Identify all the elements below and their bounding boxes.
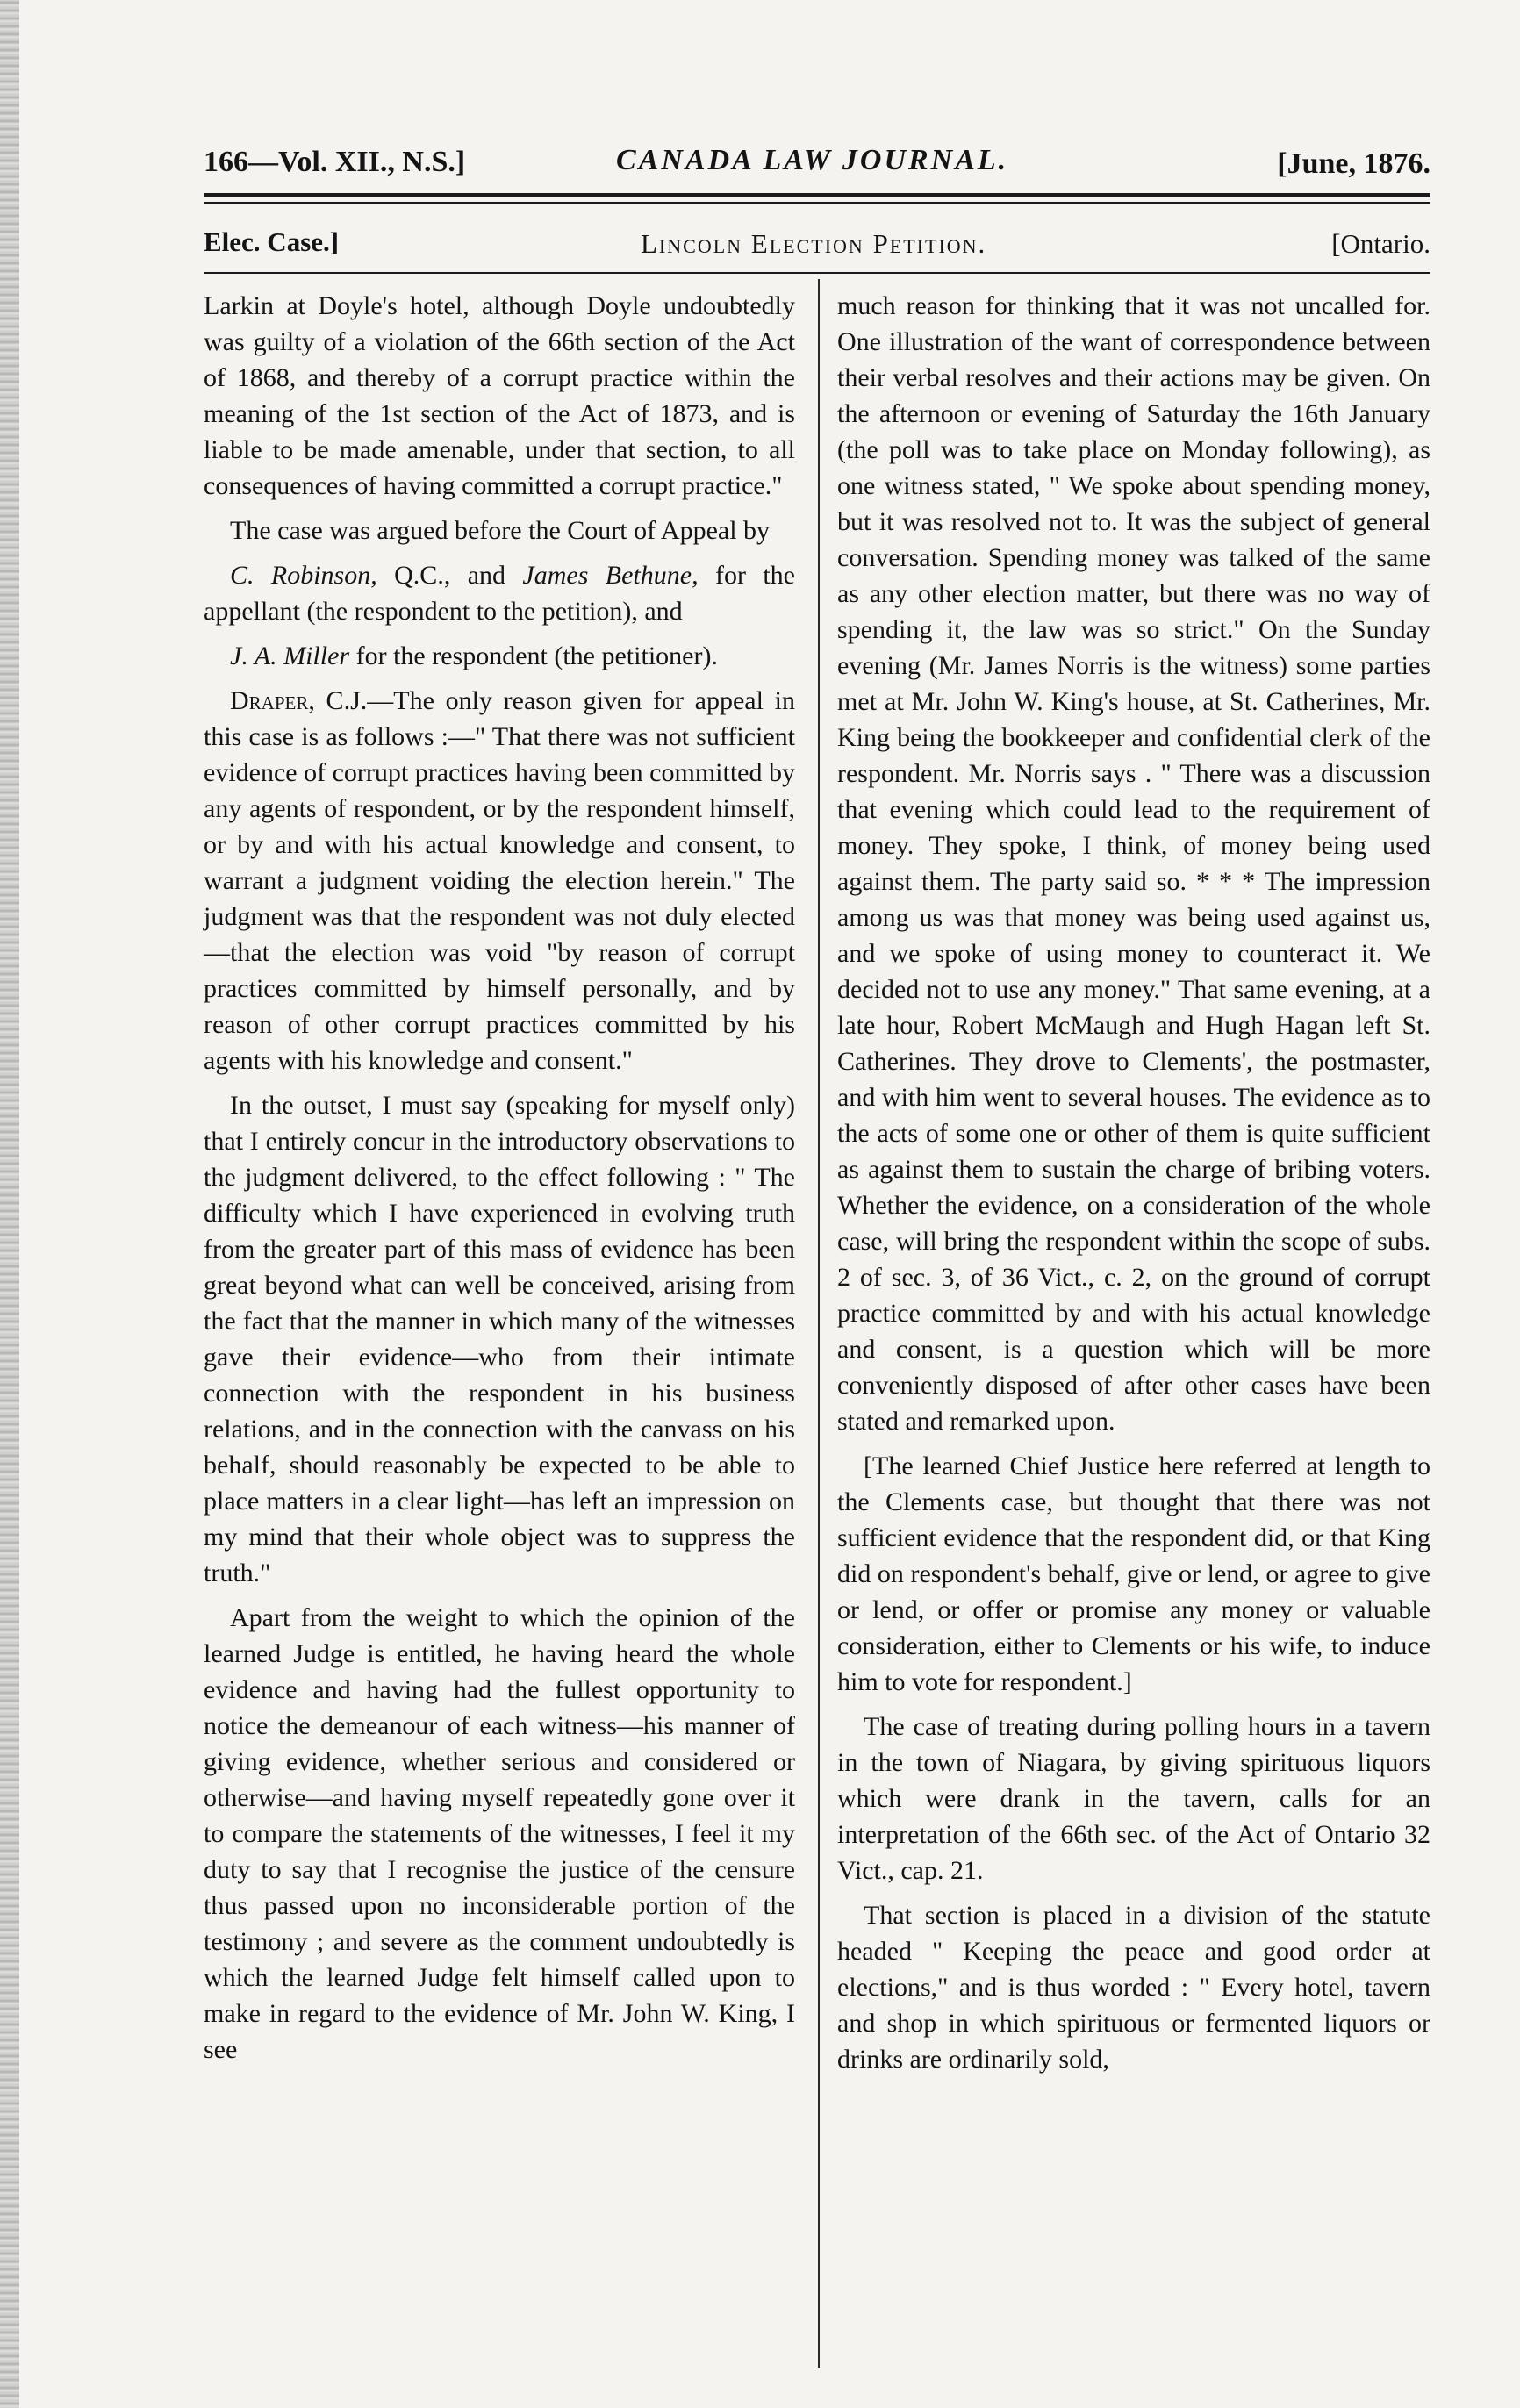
case-title: Lincoln Election Petition. xyxy=(641,228,987,259)
paragraph-counsel-appellant xyxy=(204,557,795,629)
counsel-text: for the respondent (the petitioner). xyxy=(349,641,718,670)
column-divider xyxy=(818,279,820,2368)
paragraph: The case of treating during polling hours in a tavern in the town of Niagara, by giving spirituous liquors which were drank in the tavern, calls for an interpretation of the 66th sec. of the Act of Ontario 32 Vict., cap. 21. xyxy=(837,1712,1430,1885)
section-rule xyxy=(204,272,1430,274)
page-volume: 166—Vol. XII., N.S.] xyxy=(204,146,466,178)
counsel-name: J. A. Miller xyxy=(230,641,350,670)
paragraph: Larkin at Doyle's hotel, although Doyle undoubtedly was guilty of a violation of the 66th section of the Act of 1868, and thereby of a corrupt practice within the meaning of the 1st section of the Act of 1873, and is liable to be made amenable, under that section, to all consequences of having committed a corrupt practice." xyxy=(204,291,795,500)
counsel-text: for the appellant (the respondent to the petition), and xyxy=(204,561,795,626)
counsel-text: Q.C., and xyxy=(376,561,523,590)
counsel-name: C. Robinson, xyxy=(230,561,377,590)
paragraph: much reason for thinking that it was not uncalled for. One illustration of the want of correspondence between their verbal resolves and their actions may be given. On the afternoon or evening of Saturday the 16th January (the poll was to take place on Monday following), as one witness stated, " We spoke about spending money, but it was resolved not to. It was the subject of general conversation. Spending money was talked of the same as any other election matter, but there was no way of spending it, the law was so strict." On the Sunday evening (Mr. James Norris is the witness) some parties met at Mr. John W. King's house, at St. Catherines, Mr. King being the bookkeeper and confidential clerk of the respondent. Mr. Norris says . " There was a discussion that evening which could lead to the requirement of money. They spoke, I think, of money being used against them. The party said so. * * * The impression among us was that money was being used against us, and we spoke of using money to counteract it. We decided not to use any money." That same evening, at a late hour, Robert McMaugh and Hugh Hagan left St. Catherines. They drove to Clements', the postmaster, and with him went to several houses. The evidence as to the acts of some one or other of them is quite sufficient as against them to sustain the charge of bribing voters. Whether the evidence, on a consideration of the whole case, will bring the respondent within the scope of subs. 2 of sec. 3, of 36 Vict., c. 2, on the ground of corrupt practice committed by and with his actual knowledge and consent, is a question which will be more conveniently disposed of after other cases have been stated and remarked upon. xyxy=(837,291,1430,1436)
binding-edge xyxy=(0,0,19,2408)
header-rule-thin xyxy=(204,202,1430,204)
paragraph-judgment xyxy=(204,683,795,1079)
right-column xyxy=(837,288,1430,2086)
paragraph: [The learned Chief Justice here referred at length to the Clements case, but thought that there was not sufficient evidence that the respondent did, or that King did on respondent's behalf, give or lend, or agree to give or lend, or offer or promise any money or valuable consideration, either to Clements or his wife, to induce him to vote for respondent.] xyxy=(837,1451,1430,1696)
counsel-name: James Bethune, xyxy=(522,561,699,590)
header-rule-thick xyxy=(204,193,1430,197)
journal-title: CANADA LAW JOURNAL. xyxy=(616,144,1009,176)
paragraph: The case was argued before the Court of Appeal by xyxy=(230,516,771,545)
issue-date: [June, 1876. xyxy=(1277,147,1430,180)
running-head xyxy=(204,140,1430,190)
paragraph: In the outset, I must say (speaking for myself only) that I entirely concur in the introductory observations to the judgment delivered, to the effect following : " The difficulty which I have experienced in evolving truth from the greater part of this mass of evidence has been great beyond what can well be conceived, arising from the fact that the manner in which many of the witnesses gave their evidence—who from their intimate connection with the respondent in his business relations, and in the connection with the canvass on his behalf, should reasonably be expected to be able to place matters in a clear light—has left an impression on my mind that their whole object was to suppress the truth." xyxy=(204,1091,795,1587)
case-type: Elec. Case.] xyxy=(204,226,340,257)
paragraph: Apart from the weight to which the opinion of the learned Judge is entitled, he having heard the whole evidence and having had the fullest opportunity to notice the demeanour of each witness—his manner of giving evidence, whether serious and considered or otherwise—and having myself repeatedly gone over it to compare the statements of the witnesses, I feel it my duty to say that I recognise the justice of the censure thus passed upon no inconsiderable portion of the testimony ; and severe as the comment undoubtedly is which the learned Judge felt himself called upon to make in regard to the evidence of Mr. John W. King, I see xyxy=(204,1603,795,2064)
jurisdiction: [Ontario. xyxy=(1331,228,1430,259)
paragraph: That section is placed in a division of the statute headed " Keeping the peace and good order at elections," and is thus worded : " Every hotel, tavern and shop in which spirituous or fermented liquors or drinks are ordinarily sold, xyxy=(837,1901,1430,2074)
section-head xyxy=(204,223,1430,267)
judgment-text: —The only reason given for appeal in this case is as follows :—" That there was not sufficient evidence of corrupt practices having been committed by any agents of respondent, or by the respondent himself, or by and with his actual knowledge and consent, to warrant a judgment voiding the election herein." The judgment was that the respondent was not duly elected—that the election was void "by reason of corrupt practices committed by himself personally, and by reason of other corrupt practices committed by his agents with his knowledge and consent." xyxy=(204,686,795,1075)
judge-name: Draper, C.J. xyxy=(230,686,368,715)
paragraph-counsel-respondent xyxy=(204,638,795,674)
left-column xyxy=(204,288,795,2076)
